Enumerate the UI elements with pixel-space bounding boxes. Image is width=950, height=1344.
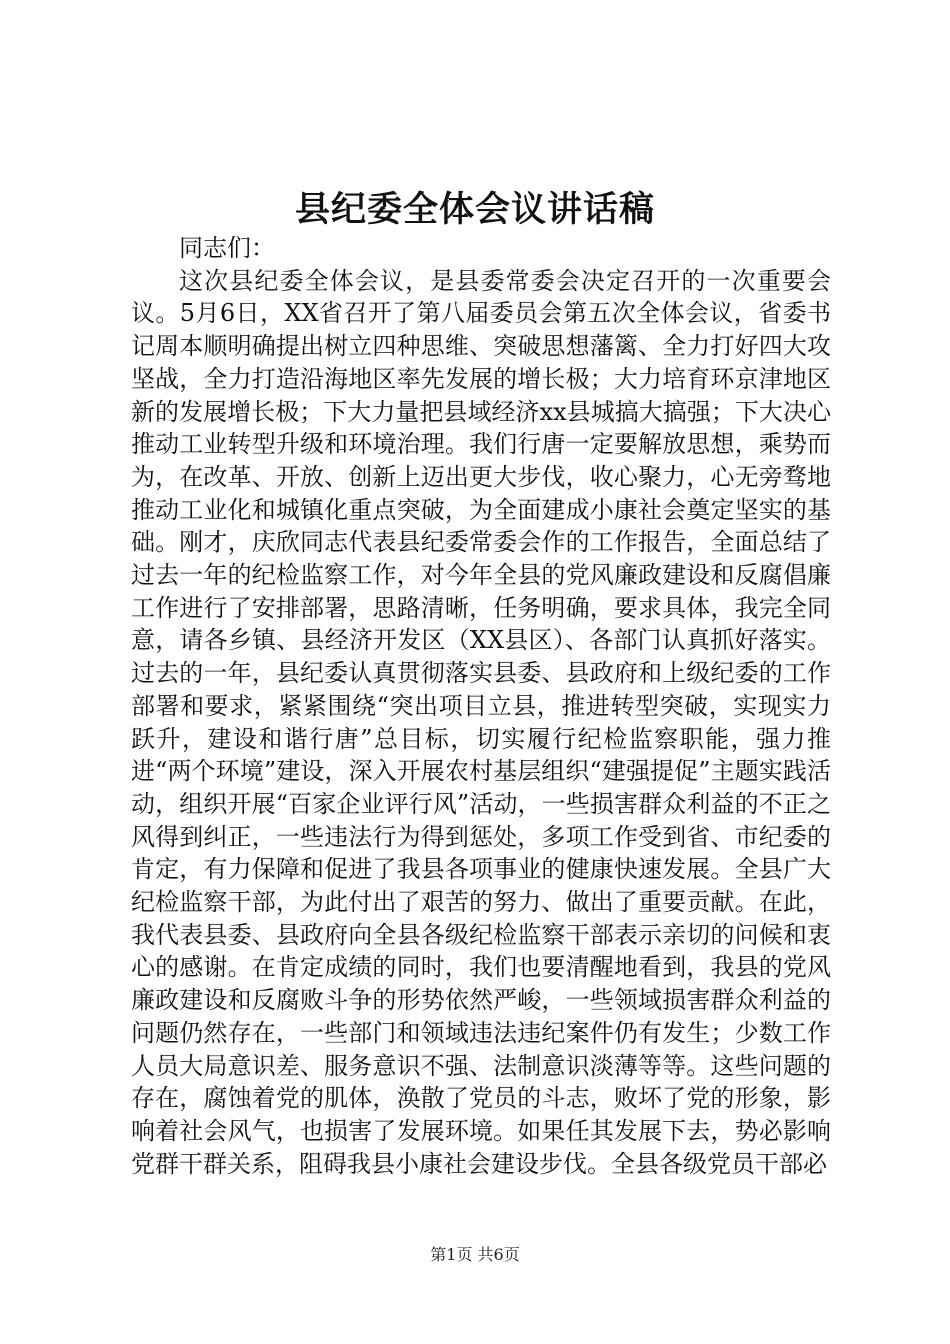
page-footer	[0, 1243, 950, 1267]
document-body	[131, 232, 831, 1180]
document-title: 县纪委全体会议讲话稿	[294, 189, 655, 230]
page-number: 第1页 共6页	[430, 1245, 520, 1264]
salutation: 同志们：	[179, 234, 275, 262]
body-paragraph: 这次县纪委全体会议，是县委常委会决定召开的一次重要会议。5月6日，XX省召开了第八届委员会第五次全体会议，省委书记周本顺明确提出树立四种思维、突破思想藩篱、全力打好四大攻坚战，全力打造沿海地区率先发展的增长极；大力培育环京津地区新的发展增长极；下大力量把县域经济xx县城搞大搞强；下大决心推动工业转型升级和环境治理。我们行唐一定要解放思想，乘势而为，在改革、开放、创新上迈出更大步伐，收心聚力，心无旁骛地推动工业化和城镇化重点突破，为全面建成小康社会奠定坚实的基础。刚才，庆欣同志代表县纪委常委会作的工作报告，全面总结了过去一年的纪检监察工作，对今年全县的党风廉政建设和反腐倡廉工作进行了安排部署，思路清晰，任务明确，要求具体，我完全同意，请各乡镇、县经济开发区（XX县区）、各部门认真抓好落实。过去的一年，县纪委认真贯彻落实县委、县政府和上级纪委的工作部署和要求，紧紧围绕“突出项目立县，推进转型突破，实现实力跃升，建设和谐行唐”总目标，切实履行纪检监察职能，强力推进“两个环境”建设，深入开展农村基层组织“建强提促”主题实践活动，组织开展“百家企业评行风”活动，一些损害群众利益的不正之风得到纠正，一些违法行为得到惩处，多项工作受到省、市纪委的肯定，有力保障和促进了我县各项事业的健康快速发展。全县广大纪检监察干部，为此付出了艰苦的努力、做出了重要贡献。在此，我代表县委、县政府向全县各级纪检监察干部表示亲切的问候和衷心的感谢。在肯定成绩的同时，我们也要清醒地看到，我县的党风廉政建设和反腐败斗争的形势依然严峻，一些领域损害群众利益的问题仍然存在，一些部门和领域违法违纪案件仍有发生；少数工作人员大局意识差、服务意识不强、法制意识淡薄等等。这些问题的存在，腐蚀着党的肌体，涣散了党员的斗志，败坏了党的形象，影响着社会风气，也损害了发展环境。如果任其发展下去，势必影响党群干群关系，阻碍我县小康社会建设步伐。全县各级党员干部必	[131, 266, 831, 1178]
